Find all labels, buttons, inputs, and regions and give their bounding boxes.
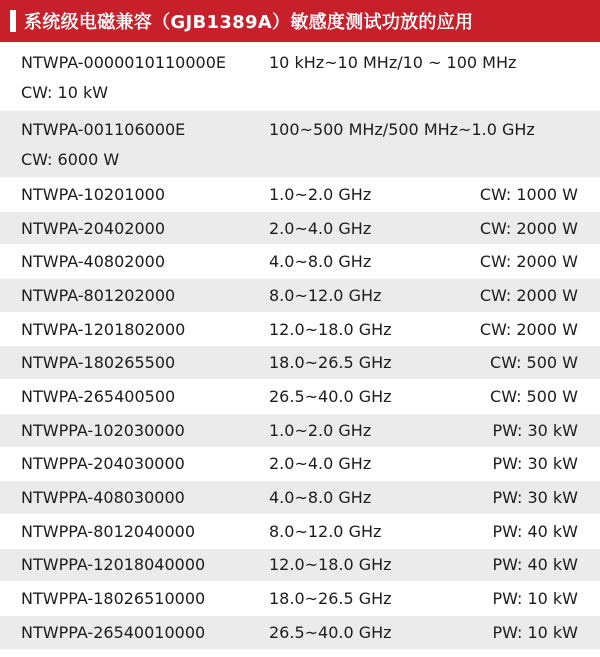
table-row xyxy=(0,178,600,212)
frequency-cell: 8.0~12.0 GHz xyxy=(269,285,382,305)
table-row xyxy=(0,212,600,246)
power-cell: CW: 2000 W xyxy=(479,319,578,339)
power-cell: PW: 30 kW xyxy=(492,454,578,474)
frequency-cell: 8.0~12.0 GHz xyxy=(269,521,382,541)
table-row xyxy=(0,448,600,482)
table-header xyxy=(0,0,600,43)
table-row xyxy=(0,279,600,313)
frequency-cell: 26.5~40.0 GHz xyxy=(269,622,392,642)
table-title: 系统级电磁兼容（GJB1389A）敏感度测试功放的应用 xyxy=(24,12,474,33)
table-row xyxy=(0,481,600,515)
model-cell: NTWPPA-102030000 xyxy=(21,420,185,440)
frequency-cell: 18.0~26.5 GHz xyxy=(269,353,392,373)
model-cell: NTWPPA-18026510000 xyxy=(21,589,206,609)
power-cell: CW: 6000 W xyxy=(21,150,120,169)
frequency-cell: 1.0~2.0 GHz xyxy=(269,420,372,440)
table-row xyxy=(0,313,600,347)
table-row xyxy=(0,549,600,583)
model-cell: NTWPA-801202000 xyxy=(21,285,176,305)
power-cell: CW: 2000 W xyxy=(479,285,578,305)
power-cell: PW: 30 kW xyxy=(492,488,578,508)
frequency-cell: 10 kHz~10 MHz/10 ~ 100 MHz xyxy=(269,52,517,72)
frequency-cell: 2.0~4.0 GHz xyxy=(269,454,372,474)
model-cell: NTWPA-180265500 xyxy=(21,353,176,373)
model-cell: NTWPPA-408030000 xyxy=(21,488,185,508)
model-cell: NTWPPA-26540010000 xyxy=(21,622,206,642)
model-cell: NTWPPA-204030000 xyxy=(21,454,185,474)
power-cell: CW: 1000 W xyxy=(479,184,578,204)
power-cell: CW: 2000 W xyxy=(479,218,578,238)
model-cell: NTWPA-20402000 xyxy=(21,218,165,238)
model-cell: NTWPA-40802000 xyxy=(21,252,165,272)
frequency-cell: 2.0~4.0 GHz xyxy=(269,218,372,238)
power-cell: PW: 10 kW xyxy=(492,622,578,642)
model-cell: NTWPPA-12018040000 xyxy=(21,555,206,575)
model-cell: NTWPA-10201000 xyxy=(21,184,165,204)
model-cell: NTWPPA-8012040000 xyxy=(21,521,195,541)
table-row xyxy=(0,111,600,179)
power-cell: PW: 30 kW xyxy=(492,420,578,440)
power-cell: CW: 2000 W xyxy=(479,252,578,272)
power-cell: PW: 40 kW xyxy=(492,521,578,541)
table-row xyxy=(0,515,600,549)
frequency-cell: 18.0~26.5 GHz xyxy=(269,589,392,609)
power-cell: CW: 500 W xyxy=(490,386,578,406)
frequency-cell: 4.0~8.0 GHz xyxy=(269,488,372,508)
table-row xyxy=(0,582,600,616)
table-row xyxy=(0,43,600,111)
table-row xyxy=(0,616,600,650)
power-cell: CW: 500 W xyxy=(490,353,578,373)
frequency-cell: 12.0~18.0 GHz xyxy=(269,319,392,339)
model-cell: NTWPA-1201802000 xyxy=(21,319,186,339)
power-cell: CW: 10 kW xyxy=(21,82,109,102)
header-bar-icon xyxy=(10,10,16,32)
frequency-cell: 4.0~8.0 GHz xyxy=(269,252,372,272)
power-cell: PW: 10 kW xyxy=(492,589,578,609)
model-cell: NTWPA-001106000E xyxy=(21,120,186,139)
model-cell: NTWPA-0000010110000E xyxy=(21,52,226,72)
frequency-cell: 1.0~2.0 GHz xyxy=(269,184,372,204)
table-row xyxy=(0,245,600,279)
table-row xyxy=(0,414,600,448)
table-row xyxy=(0,380,600,414)
model-cell: NTWPA-265400500 xyxy=(21,386,176,406)
frequency-cell: 26.5~40.0 GHz xyxy=(269,386,392,406)
frequency-cell: 12.0~18.0 GHz xyxy=(269,555,392,575)
frequency-cell: 100~500 MHz/500 MHz~1.0 GHz xyxy=(269,120,535,139)
table-row xyxy=(0,346,600,380)
power-cell: PW: 40 kW xyxy=(492,555,578,575)
